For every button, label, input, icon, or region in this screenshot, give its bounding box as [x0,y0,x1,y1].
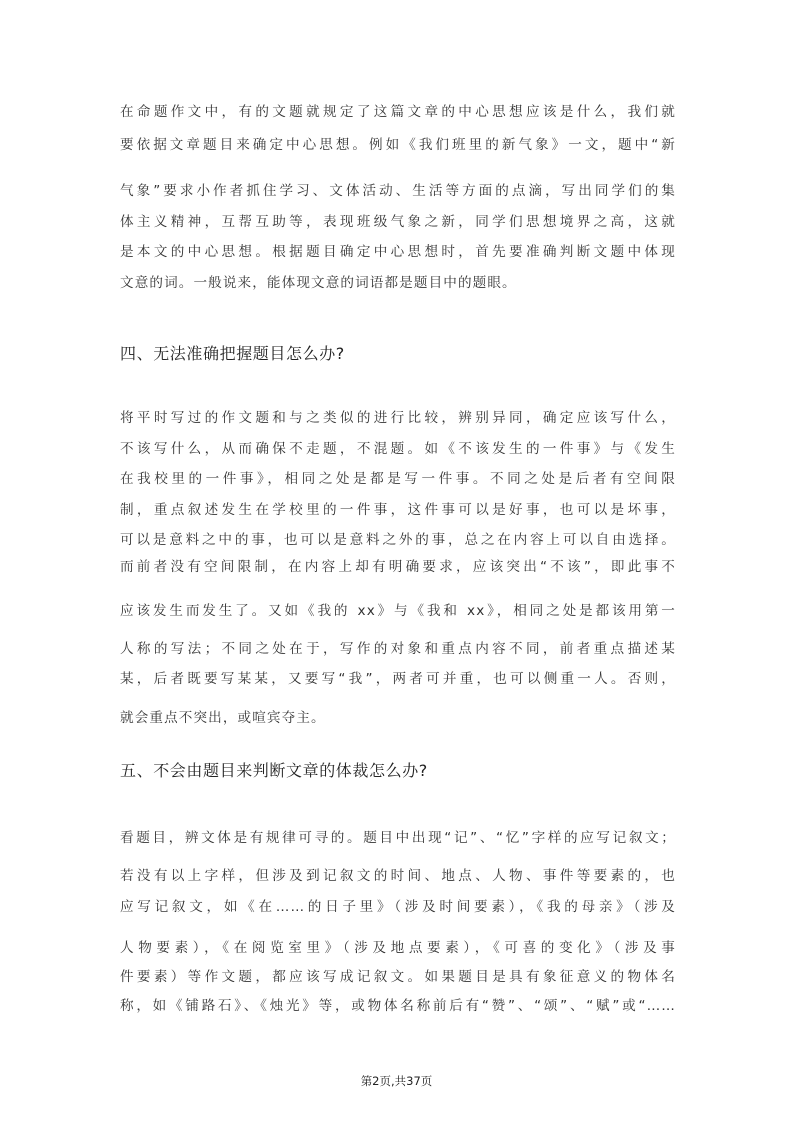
text-line: 称，如《铺路石》、《烛光》等，或物体名称前后有“赞”、“颂”、“赋”或“…… [120,998,676,1014]
text-line: 件要素）等作文题，都应该写成记叙文。如果题目是具有象征意义的物体名 [120,969,676,985]
text-line: 要依据文章题目来确定中心思想。例如《我们班里的新气象》一文，题中“新 [120,137,676,153]
section-heading-4: 四、无法准确把握题目怎么办? [120,344,345,363]
text-line: 人物要素），《在阅览室里》（涉及地点要素），《可喜的变化》（涉及事 [120,940,676,956]
text-line: 文意的词。一般说来，能体现文意的词语都是题目中的题眼。 [120,275,517,291]
page-number-footer: 第2页,共37页 [360,1074,433,1088]
text-line: 而前者没有空间限制，在内容上却有明确要求，应该突出“不该”，即此事不 [120,559,676,575]
text-line: 体主义精神，互帮互助等，表现班级气象之新，同学们思想境界之高，这就 [120,214,676,230]
text-line: 看题目，辨文体是有规律可寻的。题目中出现“记”、“忆”字样的应写记叙文； [120,830,676,846]
text-line: 将平时写过的作文题和与之类似的进行比较，辨别异同，确定应该写什么， [120,410,676,426]
text-line: 就会重点不突出，或喧宾夺主。 [120,710,326,726]
text-line: 可以是意料之中的事，也可以是意料之外的事，总之在内容上可以自由选择。 [120,532,676,548]
text-line: 某，后者既要写某某，又要写“我”，两者可并重，也可以侧重一人。否则， [120,671,676,687]
text-line: 制，重点叙述发生在学校里的一件事，这件事可以是好事，也可以是坏事， [120,502,676,518]
text-line: 应写记叙文，如《在……的日子里》（涉及时间要素），《我的母亲》（涉及 [120,899,676,915]
text-line: 在命题作文中，有的文题就规定了这篇文章的中心思想应该是什么，我们就 [120,104,676,120]
text-line: 应该发生而发生了。又如《我的 xx》与《我和 xx》，相同之处是都该用第一 [120,603,676,619]
text-line: 若没有以上字样，但涉及到记叙文的时间、地点、人物、事件等要素的，也 [120,868,676,884]
text-line: 在我校里的一件事》，相同之处是都是写一件事。不同之处是后者有空间限 [120,471,676,487]
text-line: 是本文的中心思想。根据题目确定中心思想时，首先要准确判断文题中体现 [120,244,676,260]
text-line: 人称的写法；不同之处在于，写作的对象和重点内容不同，前者重点描述某 [120,641,676,657]
section-heading-5: 五、不会由题目来判断文章的体裁怎么办? [120,761,428,780]
text-line: 气象”要求小作者抓住学习、文体活动、生活等方面的点滴，写出同学们的集 [120,183,676,199]
text-line: 不该写什么，从而确保不走题，不混题。如《不该发生的一件事》与《发生 [120,441,676,457]
